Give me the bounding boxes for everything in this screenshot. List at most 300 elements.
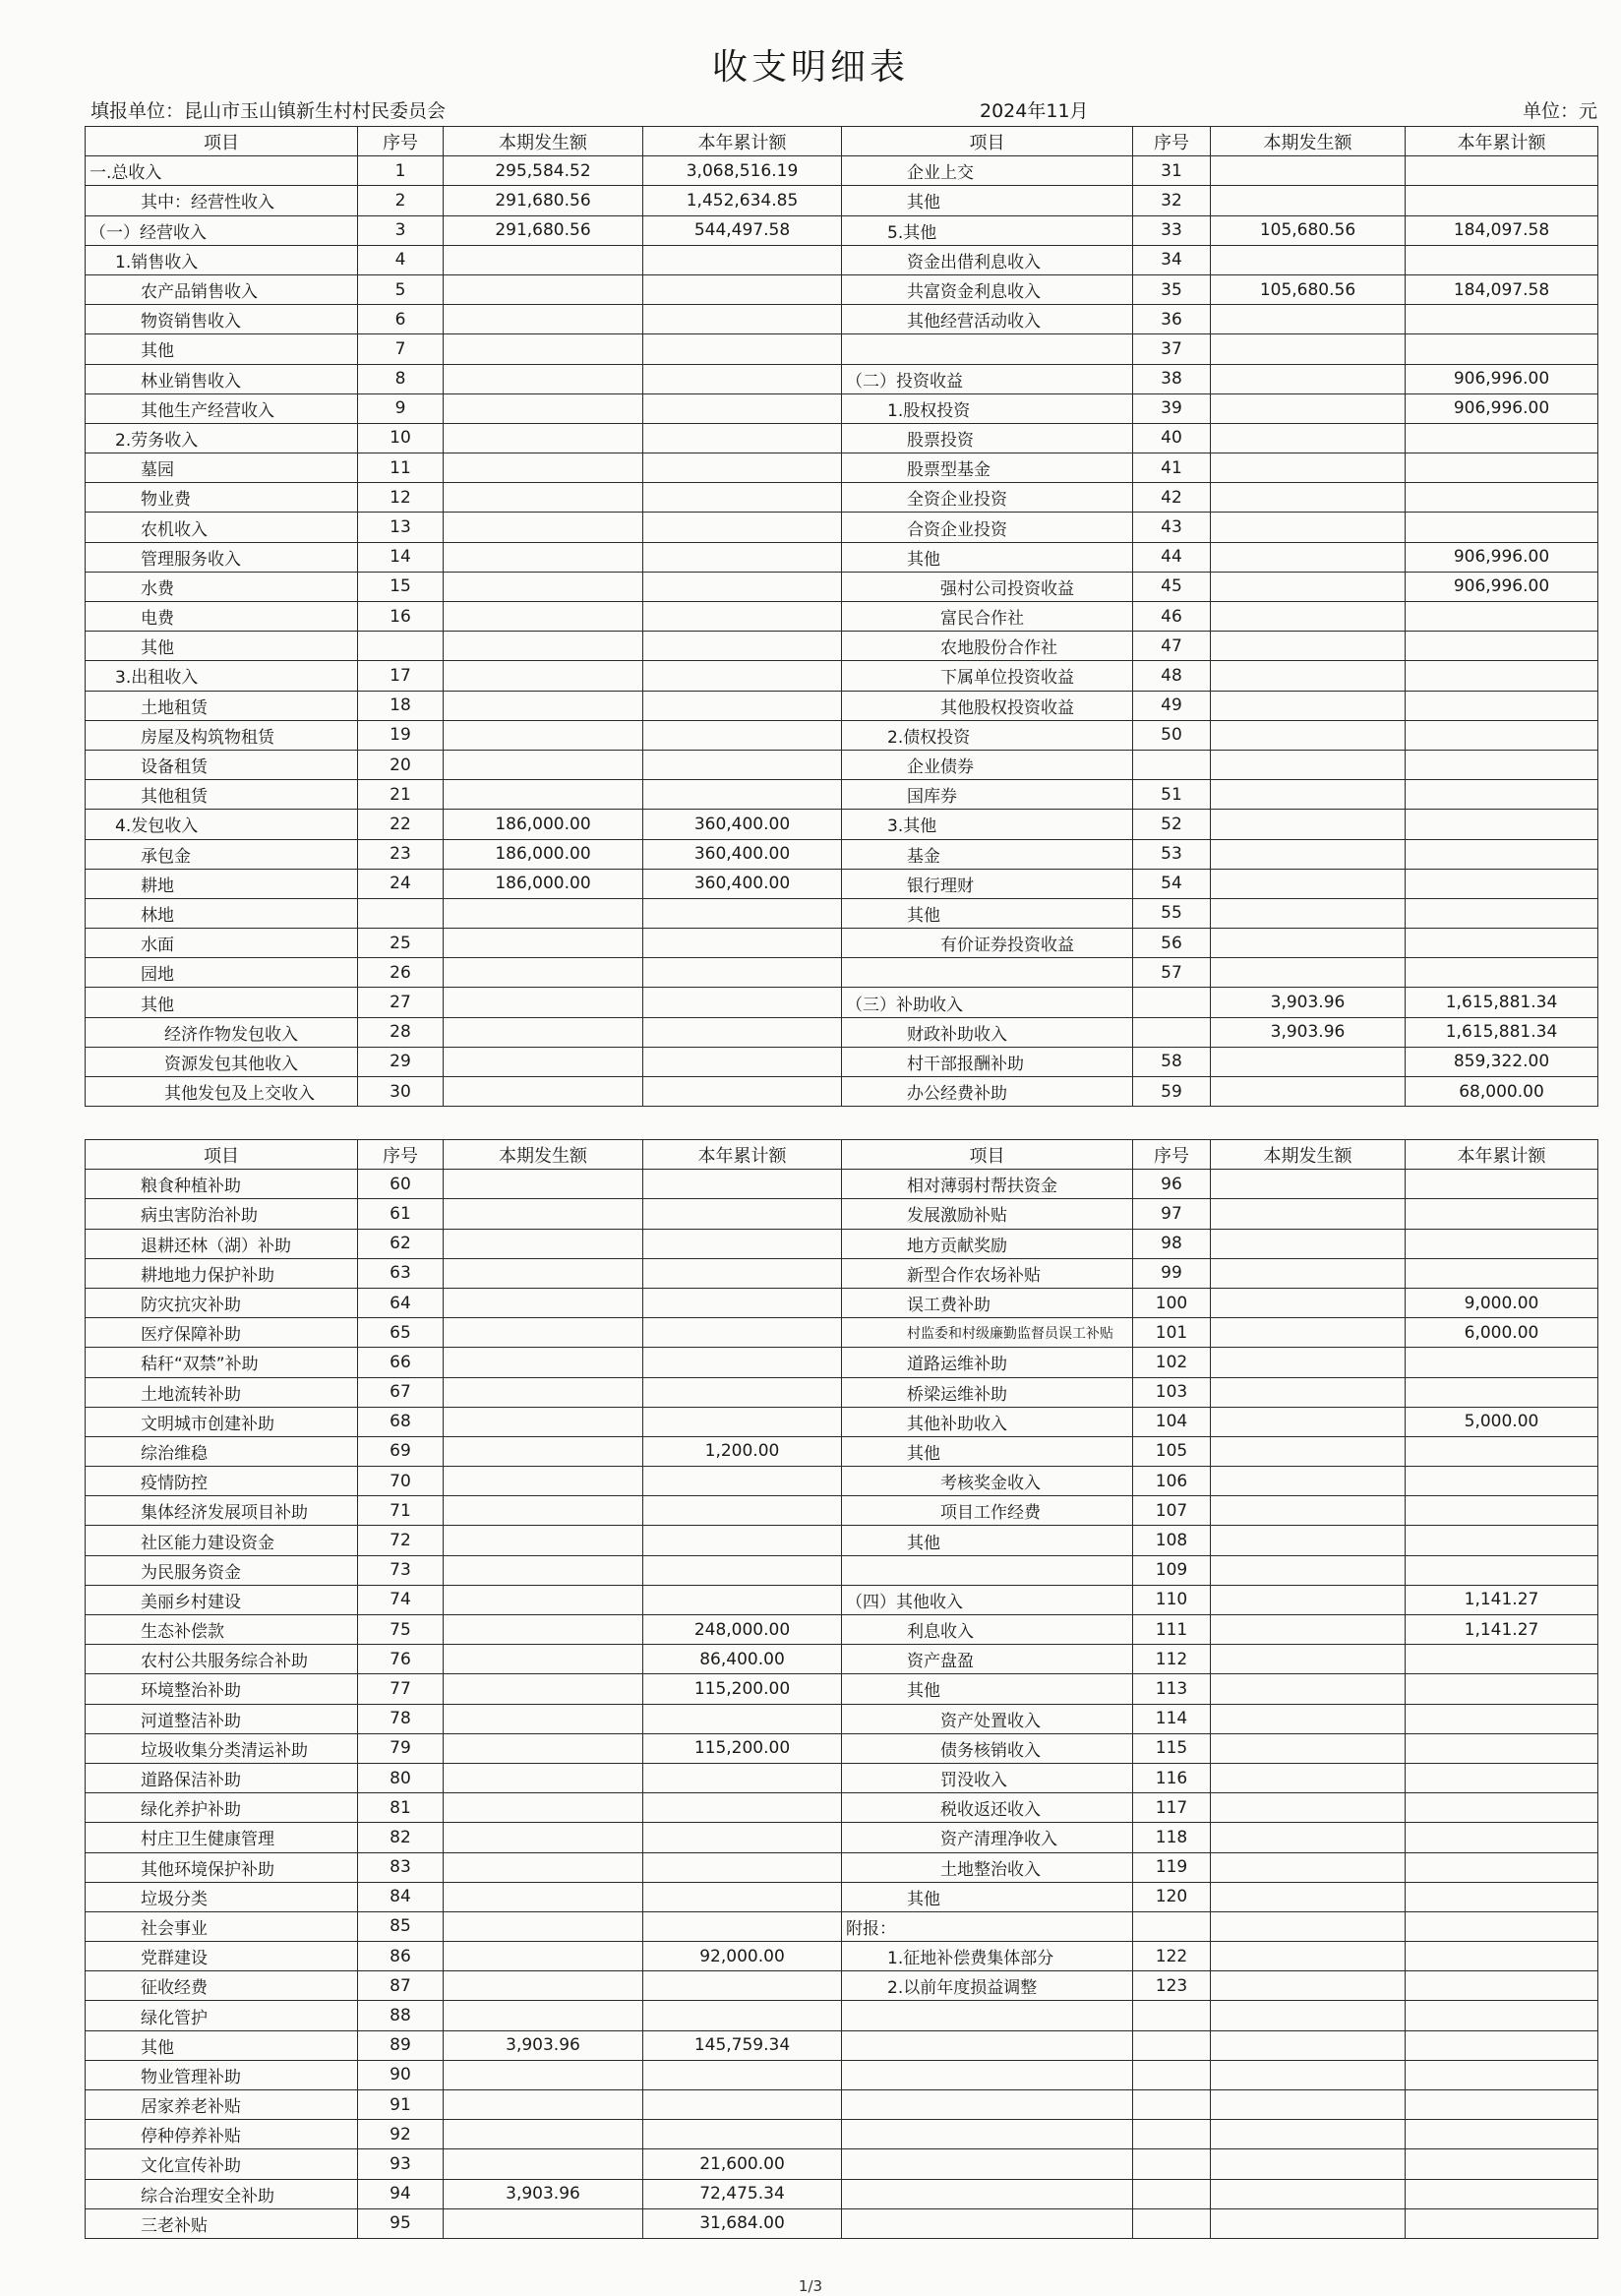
item-cell: 道路保洁补助 bbox=[86, 1763, 358, 1792]
amount-cell bbox=[1406, 1793, 1598, 1823]
item-cell: 2.债权投资 bbox=[842, 720, 1133, 750]
amount-cell bbox=[444, 898, 643, 928]
seq-cell: 22 bbox=[358, 810, 444, 839]
seq-cell: 103 bbox=[1133, 1377, 1211, 1407]
table-row bbox=[86, 1467, 1598, 1496]
item-cell: 税收返还收入 bbox=[842, 1793, 1133, 1823]
table-row bbox=[86, 1585, 1598, 1614]
seq-cell: 28 bbox=[358, 1017, 444, 1047]
amount-cell bbox=[643, 453, 842, 483]
seq-cell: 51 bbox=[1133, 780, 1211, 810]
page-number: 1/3 bbox=[798, 2277, 823, 2295]
amount-cell: 86,400.00 bbox=[643, 1645, 842, 1674]
seq-cell: 113 bbox=[1133, 1674, 1211, 1704]
item-cell: 股票型基金 bbox=[842, 453, 1133, 483]
item-cell: 办公经费补助 bbox=[842, 1077, 1133, 1107]
amount-cell bbox=[444, 2149, 643, 2179]
seq-cell: 82 bbox=[358, 1823, 444, 1852]
item-cell: 共富资金利息收入 bbox=[842, 274, 1133, 304]
amount-cell bbox=[444, 780, 643, 810]
amount-cell bbox=[1406, 423, 1598, 453]
amount-cell bbox=[1406, 2208, 1598, 2238]
amount-cell: 859,322.00 bbox=[1406, 1047, 1598, 1076]
seq-cell bbox=[1133, 2090, 1211, 2120]
column-header: 项目 bbox=[86, 1140, 358, 1170]
amount-cell bbox=[444, 1793, 643, 1823]
amount-cell bbox=[1211, 1170, 1406, 1199]
amount-cell bbox=[1211, 1288, 1406, 1317]
amount-cell bbox=[643, 1258, 842, 1288]
amount-cell bbox=[1211, 2179, 1406, 2208]
amount-cell bbox=[643, 750, 842, 779]
item-cell: 土地租赁 bbox=[86, 691, 358, 720]
amount-cell bbox=[643, 1288, 842, 1317]
table-row bbox=[86, 2120, 1598, 2149]
table-row bbox=[86, 2149, 1598, 2179]
amount-cell bbox=[643, 1407, 842, 1436]
seq-cell: 66 bbox=[358, 1348, 444, 1377]
seq-cell: 80 bbox=[358, 1763, 444, 1792]
seq-cell: 26 bbox=[358, 958, 444, 988]
item-cell: 停种停养补贴 bbox=[86, 2120, 358, 2149]
amount-cell bbox=[643, 1496, 842, 1526]
item-cell: 银行理财 bbox=[842, 869, 1133, 898]
amount-cell bbox=[1211, 2120, 1406, 2149]
amount-cell: 360,400.00 bbox=[643, 839, 842, 869]
item-cell: 其他发包及上交收入 bbox=[86, 1077, 358, 1107]
amount-cell bbox=[1406, 898, 1598, 928]
item-cell: 承包金 bbox=[86, 839, 358, 869]
amount-cell: 1,141.27 bbox=[1406, 1585, 1598, 1614]
seq-cell: 70 bbox=[358, 1467, 444, 1496]
table-row bbox=[86, 898, 1598, 928]
item-cell: （二）投资收益 bbox=[842, 364, 1133, 393]
amount-cell bbox=[1211, 1318, 1406, 1348]
seq-cell: 110 bbox=[1133, 1585, 1211, 1614]
seq-cell: 107 bbox=[1133, 1496, 1211, 1526]
seq-cell: 81 bbox=[358, 1793, 444, 1823]
seq-cell: 53 bbox=[1133, 839, 1211, 869]
item-cell: 1.征地补偿费集体部分 bbox=[842, 1942, 1133, 1971]
seq-cell: 118 bbox=[1133, 1823, 1211, 1852]
amount-cell: 906,996.00 bbox=[1406, 542, 1598, 572]
amount-cell bbox=[444, 1942, 643, 1971]
seq-cell: 114 bbox=[1133, 1704, 1211, 1733]
amount-cell bbox=[444, 393, 643, 423]
seq-cell bbox=[358, 632, 444, 661]
item-cell: 下属单位投资收益 bbox=[842, 661, 1133, 691]
seq-cell: 17 bbox=[358, 661, 444, 691]
amount-cell bbox=[1211, 1585, 1406, 1614]
amount-cell bbox=[643, 274, 842, 304]
amount-cell bbox=[1211, 393, 1406, 423]
table-row bbox=[86, 423, 1598, 453]
amount-cell bbox=[643, 1077, 842, 1107]
seq-cell bbox=[1133, 2001, 1211, 2030]
item-cell: 2.劳务收入 bbox=[86, 423, 358, 453]
amount-cell bbox=[1406, 1733, 1598, 1763]
table-row bbox=[86, 364, 1598, 393]
column-header: 本年累计额 bbox=[643, 127, 842, 156]
amount-cell bbox=[643, 1823, 842, 1852]
amount-cell bbox=[444, 1585, 643, 1614]
item-cell: 社会事业 bbox=[86, 1911, 358, 1941]
amount-cell bbox=[1211, 1942, 1406, 1971]
item-cell: 股票投资 bbox=[842, 423, 1133, 453]
item-cell: 耕地地力保护补助 bbox=[86, 1258, 358, 1288]
seq-cell: 41 bbox=[1133, 453, 1211, 483]
item-cell: 其他 bbox=[86, 988, 358, 1017]
amount-cell bbox=[1406, 334, 1598, 364]
seq-cell: 101 bbox=[1133, 1318, 1211, 1348]
amount-cell bbox=[1406, 1674, 1598, 1704]
amount-cell bbox=[643, 958, 842, 988]
table-row bbox=[86, 215, 1598, 245]
seq-cell: 47 bbox=[1133, 632, 1211, 661]
amount-cell bbox=[1211, 1467, 1406, 1496]
table-row bbox=[86, 1407, 1598, 1436]
seq-cell: 34 bbox=[1133, 245, 1211, 274]
amount-cell bbox=[1406, 2030, 1598, 2060]
table-row bbox=[86, 1229, 1598, 1258]
seq-cell: 42 bbox=[1133, 483, 1211, 513]
seq-cell bbox=[1133, 1017, 1211, 1047]
item-cell: 3.出租收入 bbox=[86, 661, 358, 691]
column-header: 本期发生额 bbox=[1211, 127, 1406, 156]
seq-cell: 19 bbox=[358, 720, 444, 750]
amount-cell bbox=[444, 274, 643, 304]
seq-cell: 96 bbox=[1133, 1170, 1211, 1199]
item-cell: 耕地 bbox=[86, 869, 358, 898]
item-cell: 企业上交 bbox=[842, 156, 1133, 186]
item-cell bbox=[842, 2060, 1133, 2089]
seq-cell: 8 bbox=[358, 364, 444, 393]
amount-cell bbox=[1406, 1882, 1598, 1911]
amount-cell bbox=[444, 364, 643, 393]
table-row bbox=[86, 1077, 1598, 1107]
table-body-2 bbox=[86, 1170, 1598, 2239]
item-cell: 物业管理补助 bbox=[86, 2060, 358, 2089]
column-header: 项目 bbox=[86, 127, 358, 156]
seq-cell: 87 bbox=[358, 1971, 444, 2001]
column-header: 本期发生额 bbox=[1211, 1140, 1406, 1170]
amount-cell bbox=[1211, 1704, 1406, 1733]
seq-cell: 32 bbox=[1133, 186, 1211, 215]
amount-cell: 1,141.27 bbox=[1406, 1615, 1598, 1645]
amount-cell bbox=[643, 1199, 842, 1229]
table-row bbox=[86, 483, 1598, 513]
amount-cell bbox=[1211, 1882, 1406, 1911]
item-cell: 误工费补助 bbox=[842, 1288, 1133, 1317]
amount-cell bbox=[1211, 2030, 1406, 2060]
seq-cell: 10 bbox=[358, 423, 444, 453]
amount-cell: 31,684.00 bbox=[643, 2208, 842, 2238]
item-cell: 医疗保障补助 bbox=[86, 1318, 358, 1348]
seq-cell: 120 bbox=[1133, 1882, 1211, 1911]
item-cell: 村监委和村级廉勤监督员误工补贴 bbox=[842, 1318, 1133, 1348]
item-cell: （三）补助收入 bbox=[842, 988, 1133, 1017]
amount-cell: 360,400.00 bbox=[643, 869, 842, 898]
item-cell: 墓园 bbox=[86, 453, 358, 483]
item-cell: 其他经营活动收入 bbox=[842, 305, 1133, 334]
amount-cell bbox=[643, 898, 842, 928]
seq-cell: 43 bbox=[1133, 513, 1211, 542]
seq-cell: 75 bbox=[358, 1615, 444, 1645]
seq-cell: 104 bbox=[1133, 1407, 1211, 1436]
item-cell: 社区能力建设资金 bbox=[86, 1526, 358, 1555]
table-row bbox=[86, 988, 1598, 1017]
amount-cell bbox=[643, 513, 842, 542]
item-cell: 全资企业投资 bbox=[842, 483, 1133, 513]
amount-cell bbox=[1211, 929, 1406, 958]
amount-cell bbox=[1211, 1823, 1406, 1852]
amount-cell: 21,600.00 bbox=[643, 2149, 842, 2179]
seq-cell: 16 bbox=[358, 602, 444, 632]
item-cell: 三老补贴 bbox=[86, 2208, 358, 2238]
item-cell: 其他租赁 bbox=[86, 780, 358, 810]
item-cell: 农产品销售收入 bbox=[86, 274, 358, 304]
amount-cell: 3,903.96 bbox=[444, 2179, 643, 2208]
item-cell: 发展激励补贴 bbox=[842, 1199, 1133, 1229]
amount-cell bbox=[1406, 1258, 1598, 1288]
amount-cell bbox=[1406, 513, 1598, 542]
seq-cell: 15 bbox=[358, 572, 444, 601]
amount-cell bbox=[1211, 364, 1406, 393]
item-cell: 其他 bbox=[842, 1882, 1133, 1911]
amount-cell bbox=[643, 2001, 842, 2030]
amount-cell bbox=[444, 2208, 643, 2238]
amount-cell bbox=[1211, 483, 1406, 513]
amount-cell bbox=[444, 513, 643, 542]
table-row bbox=[86, 1942, 1598, 1971]
amount-cell bbox=[444, 1407, 643, 1436]
amount-cell bbox=[1211, 453, 1406, 483]
item-cell: 合资企业投资 bbox=[842, 513, 1133, 542]
item-cell: 管理服务收入 bbox=[86, 542, 358, 572]
amount-cell bbox=[444, 1047, 643, 1076]
amount-cell bbox=[1211, 2001, 1406, 2030]
item-cell: 财政补助收入 bbox=[842, 1017, 1133, 1047]
amount-cell bbox=[643, 780, 842, 810]
seq-cell: 61 bbox=[358, 1199, 444, 1229]
seq-cell bbox=[1133, 2149, 1211, 2179]
seq-cell: 36 bbox=[1133, 305, 1211, 334]
amount-cell: 3,903.96 bbox=[444, 2030, 643, 2060]
amount-cell bbox=[444, 1258, 643, 1288]
amount-cell bbox=[444, 2060, 643, 2089]
page-title: 收支明细表 bbox=[711, 47, 909, 88]
item-cell: 其他 bbox=[842, 1526, 1133, 1555]
amount-cell bbox=[1406, 1555, 1598, 1585]
table-row bbox=[86, 1615, 1598, 1645]
item-cell: 其他 bbox=[842, 186, 1133, 215]
amount-cell bbox=[1406, 2120, 1598, 2149]
item-cell: 其他环境保护补助 bbox=[86, 1852, 358, 1882]
table-row bbox=[86, 2001, 1598, 2030]
seq-cell: 30 bbox=[358, 1077, 444, 1107]
seq-cell: 13 bbox=[358, 513, 444, 542]
amount-cell bbox=[444, 1733, 643, 1763]
amount-cell bbox=[1211, 1555, 1406, 1585]
item-cell: 资产清理净收入 bbox=[842, 1823, 1133, 1852]
amount-cell bbox=[444, 1199, 643, 1229]
column-header: 序号 bbox=[1133, 1140, 1211, 1170]
amount-cell bbox=[1211, 1258, 1406, 1288]
amount-cell bbox=[1211, 2090, 1406, 2120]
item-cell: 富民合作社 bbox=[842, 602, 1133, 632]
table-row bbox=[86, 453, 1598, 483]
seq-cell: 78 bbox=[358, 1704, 444, 1733]
seq-cell bbox=[1133, 750, 1211, 779]
seq-cell bbox=[358, 898, 444, 928]
seq-cell: 77 bbox=[358, 1674, 444, 1704]
amount-cell bbox=[1406, 245, 1598, 274]
table-row bbox=[86, 1526, 1598, 1555]
amount-cell bbox=[643, 1017, 842, 1047]
item-cell: 美丽乡村建设 bbox=[86, 1585, 358, 1614]
item-cell: 相对薄弱村帮扶资金 bbox=[842, 1170, 1133, 1199]
table-header-row bbox=[86, 127, 1598, 156]
item-cell: 绿化管护 bbox=[86, 2001, 358, 2030]
table-row bbox=[86, 958, 1598, 988]
seq-cell: 56 bbox=[1133, 929, 1211, 958]
table-row bbox=[86, 720, 1598, 750]
seq-cell: 7 bbox=[358, 334, 444, 364]
amount-cell bbox=[1406, 483, 1598, 513]
table-row bbox=[86, 1017, 1598, 1047]
table-row bbox=[86, 2090, 1598, 2120]
seq-cell: 119 bbox=[1133, 1852, 1211, 1882]
seq-cell: 1 bbox=[358, 156, 444, 186]
column-header: 序号 bbox=[358, 1140, 444, 1170]
item-cell: 物资销售收入 bbox=[86, 305, 358, 334]
item-cell: 病虫害防治补助 bbox=[86, 1199, 358, 1229]
seq-cell: 23 bbox=[358, 839, 444, 869]
amount-cell bbox=[444, 2001, 643, 2030]
amount-cell bbox=[643, 2090, 842, 2120]
item-cell: 资产处置收入 bbox=[842, 1704, 1133, 1733]
table-row bbox=[86, 513, 1598, 542]
table-row bbox=[86, 245, 1598, 274]
seq-cell bbox=[1133, 2060, 1211, 2089]
amount-cell bbox=[1211, 186, 1406, 215]
amount-cell bbox=[1406, 2001, 1598, 2030]
table-row bbox=[86, 542, 1598, 572]
amount-cell bbox=[444, 602, 643, 632]
seq-cell: 95 bbox=[358, 2208, 444, 2238]
item-cell: 退耕还林（湖）补助 bbox=[86, 1229, 358, 1258]
seq-cell: 52 bbox=[1133, 810, 1211, 839]
table-row bbox=[86, 602, 1598, 632]
item-cell: 垃圾分类 bbox=[86, 1882, 358, 1911]
seq-cell: 94 bbox=[358, 2179, 444, 2208]
amount-cell bbox=[444, 423, 643, 453]
table-row bbox=[86, 2208, 1598, 2238]
column-header: 序号 bbox=[1133, 127, 1211, 156]
seq-cell: 83 bbox=[358, 1852, 444, 1882]
seq-cell: 68 bbox=[358, 1407, 444, 1436]
seq-cell: 69 bbox=[358, 1436, 444, 1466]
seq-cell: 109 bbox=[1133, 1555, 1211, 1585]
amount-cell bbox=[1211, 513, 1406, 542]
amount-cell bbox=[1406, 2090, 1598, 2120]
income-detail-table-1 bbox=[85, 126, 1598, 1107]
amount-cell bbox=[643, 423, 842, 453]
seq-cell: 40 bbox=[1133, 423, 1211, 453]
item-cell: 新型合作农场补贴 bbox=[842, 1258, 1133, 1288]
item-cell: 资金出借利息收入 bbox=[842, 245, 1133, 274]
seq-cell: 55 bbox=[1133, 898, 1211, 928]
table-row bbox=[86, 839, 1598, 869]
amount-cell bbox=[1406, 691, 1598, 720]
seq-cell: 37 bbox=[1133, 334, 1211, 364]
table-row bbox=[86, 393, 1598, 423]
seq-cell: 64 bbox=[358, 1288, 444, 1317]
table-row bbox=[86, 691, 1598, 720]
amount-cell bbox=[643, 542, 842, 572]
item-cell: 综合治理安全补助 bbox=[86, 2179, 358, 2208]
seq-cell: 76 bbox=[358, 1645, 444, 1674]
amount-cell bbox=[1211, 1407, 1406, 1436]
amount-cell bbox=[643, 1229, 842, 1258]
amount-cell bbox=[1211, 1733, 1406, 1763]
seq-cell: 84 bbox=[358, 1882, 444, 1911]
table-row bbox=[86, 2060, 1598, 2089]
item-cell bbox=[842, 2208, 1133, 2238]
amount-cell bbox=[643, 2060, 842, 2089]
amount-cell: 1,200.00 bbox=[643, 1436, 842, 1466]
amount-cell bbox=[1406, 156, 1598, 186]
table-row bbox=[86, 929, 1598, 958]
amount-cell bbox=[1211, 958, 1406, 988]
amount-cell bbox=[643, 572, 842, 601]
amount-cell bbox=[643, 1793, 842, 1823]
amount-cell: 105,680.56 bbox=[1211, 215, 1406, 245]
item-cell: 文明城市创建补助 bbox=[86, 1407, 358, 1436]
amount-cell bbox=[643, 393, 842, 423]
amount-cell bbox=[1211, 2060, 1406, 2089]
seq-cell: 73 bbox=[358, 1555, 444, 1585]
seq-cell: 97 bbox=[1133, 1199, 1211, 1229]
amount-cell bbox=[1211, 839, 1406, 869]
seq-cell: 112 bbox=[1133, 1645, 1211, 1674]
amount-cell bbox=[444, 1288, 643, 1317]
amount-cell: 145,759.34 bbox=[643, 2030, 842, 2060]
item-cell: 经济作物发包收入 bbox=[86, 1017, 358, 1047]
amount-cell bbox=[643, 1882, 842, 1911]
amount-cell bbox=[444, 483, 643, 513]
seq-cell bbox=[1133, 2120, 1211, 2149]
amount-cell bbox=[643, 1585, 842, 1614]
table-row bbox=[86, 1911, 1598, 1941]
amount-cell bbox=[643, 483, 842, 513]
item-cell: 河道整洁补助 bbox=[86, 1704, 358, 1733]
seq-cell: 50 bbox=[1133, 720, 1211, 750]
amount-cell bbox=[1211, 245, 1406, 274]
amount-cell bbox=[1406, 839, 1598, 869]
seq-cell: 122 bbox=[1133, 1942, 1211, 1971]
amount-cell bbox=[444, 1318, 643, 1348]
item-cell: 道路运维补助 bbox=[842, 1348, 1133, 1377]
amount-cell bbox=[1406, 1467, 1598, 1496]
table-row bbox=[86, 1971, 1598, 2001]
amount-cell bbox=[1406, 661, 1598, 691]
amount-cell: 115,200.00 bbox=[643, 1674, 842, 1704]
item-cell: 企业债券 bbox=[842, 750, 1133, 779]
amount-cell bbox=[444, 1077, 643, 1107]
amount-cell bbox=[1211, 542, 1406, 572]
amount-cell: 6,000.00 bbox=[1406, 1318, 1598, 1348]
